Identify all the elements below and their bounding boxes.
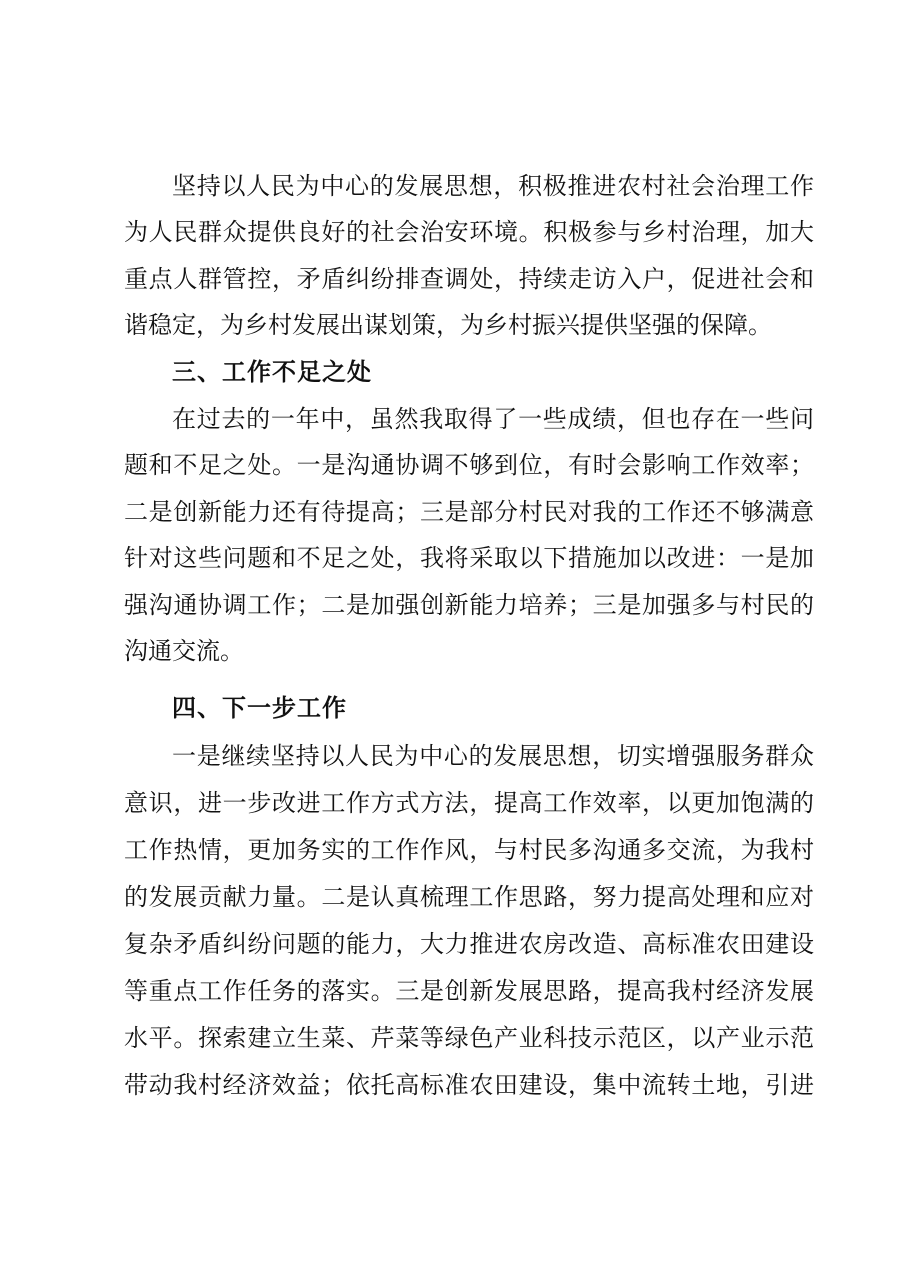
paragraph-line: 带动我村经济效益；依托高标准农田建设，集中流转土地，引进 — [124, 1071, 814, 1099]
paragraph-line: 的发展贡献力量。二是认真梳理工作思路，努力提高处理和应对 — [124, 883, 814, 911]
paragraph-line: 重点人群管控，矛盾纠纷排查调处，持续走访入户，促进社会和 — [124, 265, 814, 293]
paragraph-line: 沟通交流。 — [124, 637, 244, 665]
paragraph-line: 二是创新能力还有待提高；三是部分村民对我的工作还不够满意 — [124, 498, 814, 526]
paragraph-line: 工作热情，更加务实的工作作风，与村民多沟通多交流，为我村 — [124, 836, 814, 864]
paragraph-line: 一是继续坚持以人民为中心的发展思想，切实增强服务群众 — [172, 742, 814, 770]
paragraph-line: 在过去的一年中，虽然我取得了一些成绩，但也存在一些问 — [172, 405, 814, 433]
paragraph-line: 意识，进一步改进工作方式方法，提高工作效率，以更加饱满的 — [124, 789, 814, 817]
paragraph-line: 等重点工作任务的落实。三是创新发展思路，提高我村经济发展 — [124, 977, 814, 1005]
paragraph-line: 坚持以人民为中心的发展思想，积极推进农村社会治理工作 — [172, 172, 814, 200]
paragraph-line: 题和不足之处。一是沟通协调不够到位，有时会影响工作效率； — [124, 451, 814, 479]
paragraph-line: 谐稳定，为乡村发展出谋划策，为乡村振兴提供坚强的保障。 — [124, 311, 772, 339]
section-heading: 三、工作不足之处 — [172, 358, 372, 386]
paragraph-line: 复杂矛盾纠纷问题的能力，大力推进农房改造、高标准农田建设 — [124, 930, 814, 958]
section-heading: 四、下一步工作 — [172, 694, 347, 722]
paragraph-line: 针对这些问题和不足之处，我将采取以下措施加以改进：一是加 — [124, 544, 814, 572]
paragraph-line: 水平。探索建立生菜、芹菜等绿色产业科技示范区，以产业示范 — [124, 1024, 814, 1052]
paragraph-line: 为人民群众提供良好的社会治安环境。积极参与乡村治理，加大 — [124, 218, 814, 246]
paragraph-line: 强沟通协调工作；二是加强创新能力培养；三是加强多与村民的 — [124, 591, 814, 619]
